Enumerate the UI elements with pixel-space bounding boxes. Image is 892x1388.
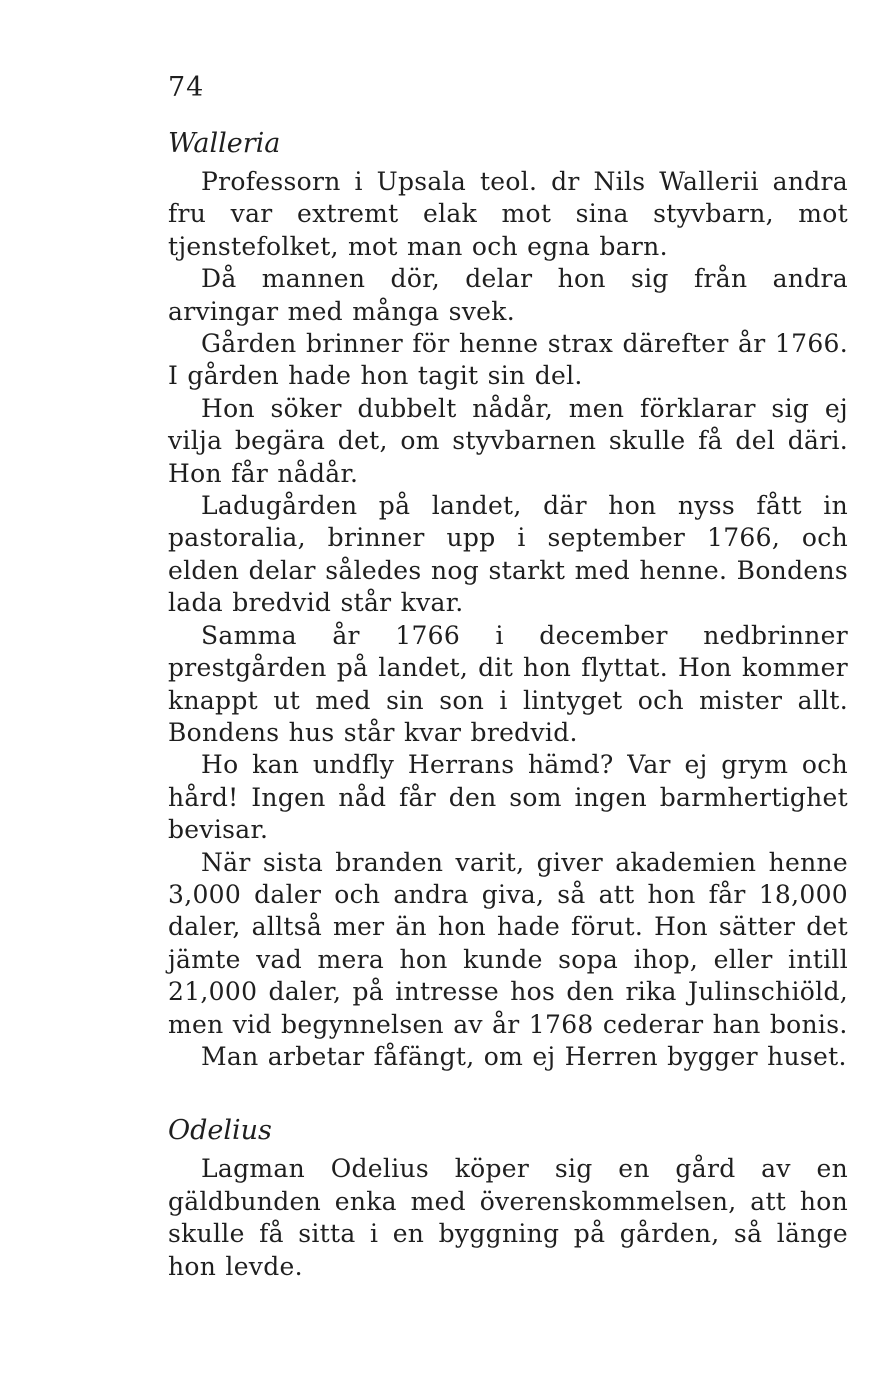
paragraph: Man arbetar fåfängt, om ej Herren bygger huset. — [201, 1041, 847, 1071]
section-walleria — [168, 126, 848, 1073]
page-number: 74 — [168, 72, 205, 103]
paragraph: Lagman Odelius köper sig en gård av en gäldbunden enka med överenskommelsen, att hon skulle få sitta i en byggning på gården, så länge hon levde. — [168, 1154, 848, 1281]
section-odelius — [168, 1113, 848, 1283]
paragraph: Ladugården på landet, där hon nyss fått in pastoralia, brinner upp i september 1766, och elden delar således nog starkt med henne. Bondens lada bredvid står kvar. — [168, 491, 848, 618]
paragraph: Ho kan undfly Herrans hämd? Var ej grym och hård! Ingen nåd får den som ingen barmhertighet bevisar. — [168, 750, 848, 845]
paragraph: Hon söker dubbelt nådår, men förklarar sig ej vilja begära det, om styvbarnen skulle få del däri. Hon får nådår. — [168, 393, 848, 488]
paragraph: När sista branden varit, giver akademien henne 3,000 daler och andra giva, så att hon får 18,000 daler, alltså mer än hon hade förut. Hon sätter det jämte vad mera hon kunde sopa ihop, eller intill 21,000 daler, på intresse hos den rika Julinschiöld, men vid begynnelsen av år 1768 cederar han bonis. — [168, 847, 848, 1039]
section-title: Walleria — [168, 128, 281, 159]
book-page — [168, 70, 848, 1283]
paragraph: Då mannen dör, delar hon sig från andra arvingar med många svek. — [168, 264, 848, 326]
paragraph: Samma år 1766 i december nedbrinner prestgården på landet, dit hon flyttat. Hon kommer knappt ut med sin son i lintyget och mister allt. Bondens hus står kvar bredvid. — [168, 620, 848, 747]
paragraph: Gården brinner för henne strax därefter år 1766. I gården hade hon tagit sin del. — [168, 329, 848, 391]
paragraph: Professorn i Upsala teol. dr Nils Wallerii andra fru var extremt elak mot sina styvbarn, mot tjenstefolket, mot man och egna barn. — [168, 167, 848, 261]
section-title: Odelius — [168, 1115, 272, 1147]
